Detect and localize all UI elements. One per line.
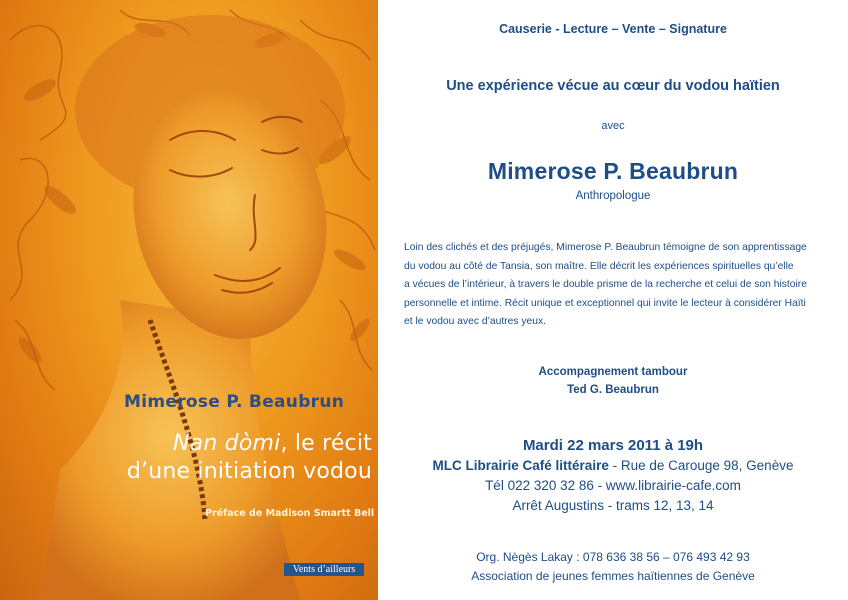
speaker-name: Mimerose P. Beaubrun: [487, 158, 739, 184]
accompaniment-label: Accompagnement tambour: [538, 366, 688, 378]
cover-author: Mimerose P. Beaubrun: [124, 392, 345, 412]
contact-phone-web: Tél 022 320 32 86 - www.librairie-cafe.com: [485, 478, 741, 493]
description-line: personnelle et intime. Récit unique et exceptionnel qui invite le lecteur à considérer Haïti: [404, 297, 806, 309]
speaker-role: Anthropologue: [575, 190, 651, 202]
event-venue: [378, 458, 848, 473]
book-cover: [0, 0, 378, 600]
description-line: a vécues de l’intérieur, à travers le double prisme de la recherche et celui de son histoire: [404, 279, 807, 290]
event-info: [378, 0, 848, 600]
venue-address: - Rue de Carouge 98, Genève: [608, 458, 794, 473]
accompaniment-name: Ted G. Beaubrun: [567, 384, 659, 396]
publisher-logo: Vents d’ailleurs: [284, 563, 364, 576]
event-description: [404, 239, 842, 332]
cover-title: [110, 430, 372, 486]
description-line: du vodou au côté de Tansia, son maître. Elle décrit les expériences spirituelles qu’elle: [404, 260, 794, 272]
description-line: et le vodou avec d’autres yeux.: [404, 316, 546, 327]
cover-preface: Préface de Madison Smartt Bell: [205, 508, 375, 519]
cover-title-line2: d’une initiation vodou: [126, 459, 372, 484]
association-name: Association de jeunes femmes haïtiennes de Genève: [471, 569, 755, 583]
organizer-contact: Org. Nègès Lakay : 078 636 38 56 – 076 493 42 93: [476, 550, 750, 564]
description-line: Loin des clichés et des préjugés, Mimerose P. Beaubrun témoigne de son apprentissage: [404, 242, 807, 253]
avec-label: avec: [601, 120, 625, 132]
cover-title-italic: Nan dòmi: [172, 431, 281, 456]
venue-name: MLC Librairie Café littéraire: [432, 458, 609, 473]
transport-info: Arrêt Augustins - trams 12, 13, 14: [512, 498, 714, 513]
cover-title-line1-rest: , le récit: [280, 431, 372, 456]
event-headline: Causerie - Lecture – Vente – Signature: [499, 22, 727, 36]
event-subtitle: Une expérience vécue au cœur du vodou haïtien: [446, 78, 780, 94]
event-date: Mardi 22 mars 2011 à 19h: [522, 437, 704, 454]
